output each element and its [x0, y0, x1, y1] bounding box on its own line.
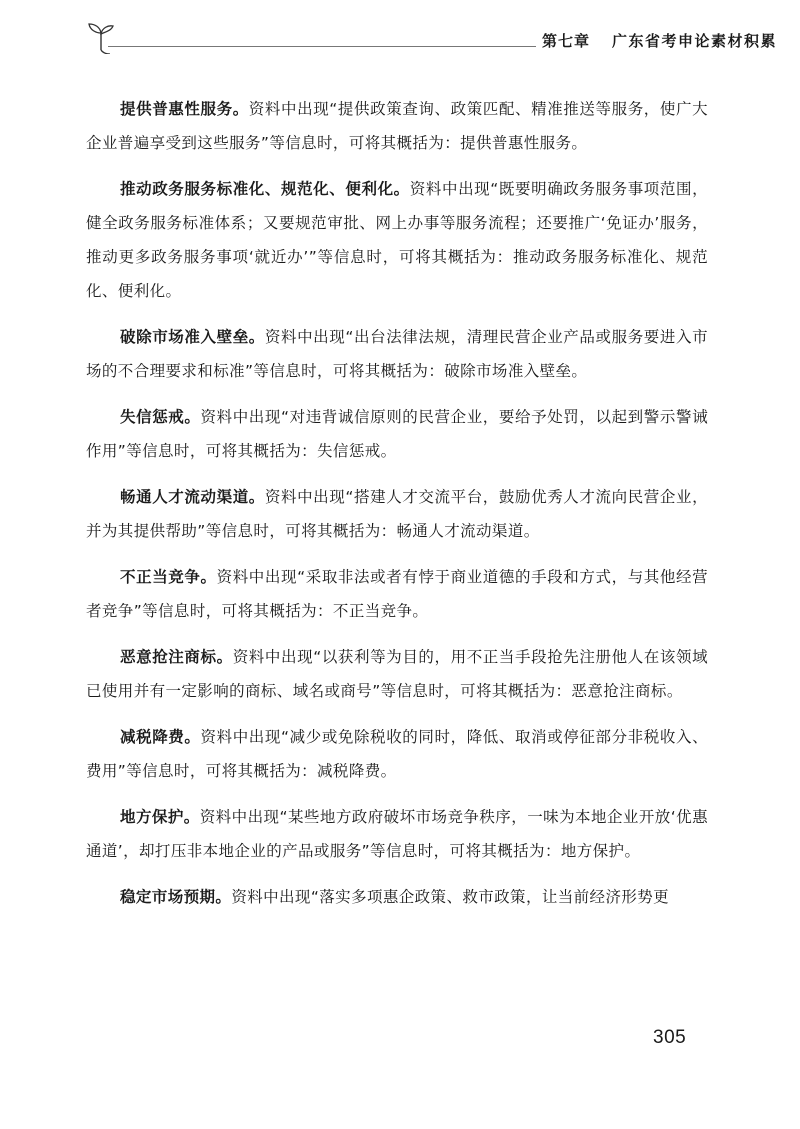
- term-heading: 畅通人才流动渠道。: [120, 488, 265, 506]
- paragraph: [86, 172, 708, 308]
- term-heading: 破除市场准入壁垒。: [120, 328, 265, 346]
- term-heading: 推动政务服务标准化、规范化、便利化。: [120, 180, 410, 198]
- chapter-title: 广东省考申论素材积累: [612, 32, 778, 50]
- paragraph: [86, 800, 708, 868]
- term-heading: 减税降费。: [120, 728, 201, 746]
- chapter-label: 第七章: [542, 32, 591, 50]
- paragraph-body: 资料中出现“采取非法或者有悖于商业道德的手段和方式，与其他经营者竞争”等信息时，可将其概括为：不正当竞争。: [86, 568, 708, 620]
- paragraph-body: 资料中出现“搭建人才交流平台，鼓励优秀人才流向民营企业，并为其提供帮助”等信息时，可将其概括为：畅通人才流动渠道。: [86, 488, 708, 540]
- paragraph: [86, 640, 708, 708]
- paragraph-body: 资料中出现“以获利等为目的，用不正当手段抢先注册他人在该领域已使用并有一定影响的商标、域名或商号”等信息时，可将其概括为：恶意抢注商标。: [86, 648, 708, 700]
- running-header: [86, 20, 778, 60]
- term-heading: 稳定市场预期。: [120, 888, 232, 906]
- paragraph-body: 资料中出现“提供政策查询、政策匹配、精准推送等服务，使广大企业普遍享受到这些服务”等信息时，可将其概括为：提供普惠性服务。: [86, 100, 708, 152]
- term-heading: 恶意抢注商标。: [120, 648, 233, 666]
- paragraph-body: 资料中出现“落实多项惠企政策、救市政策，让当前经济形势更: [231, 888, 670, 906]
- term-heading: 失信惩戒。: [120, 408, 201, 426]
- paragraph: [86, 92, 708, 160]
- paragraph-body: 资料中出现“对违背诚信原则的民营企业，要给予处罚，以起到警示警诫作用”等信息时，可将其概括为：失信惩戒。: [86, 408, 708, 460]
- term-heading: 地方保护。: [120, 808, 200, 826]
- term-heading: 不正当竞争。: [120, 568, 217, 586]
- paragraph-body: 资料中出现“减少或免除税收的同时，降低、取消或停征部分非税收入、费用”等信息时，可将其概括为：减税降费。: [86, 728, 708, 780]
- paragraph: [86, 480, 708, 548]
- paragraph: [86, 320, 708, 388]
- body-text: [86, 92, 708, 926]
- sprout-icon: [86, 20, 116, 54]
- header-rule: [108, 46, 536, 47]
- paragraph: [86, 720, 708, 788]
- paragraph-body: 资料中出现“某些地方政府破坏市场竞争秩序，一味为本地企业开放‘优惠通道’，却打压非本地企业的产品或服务”等信息时，可将其概括为：地方保护。: [86, 808, 708, 860]
- paragraph: [86, 560, 708, 628]
- paragraph-body: 资料中出现“出台法律法规，清理民营企业产品或服务要进入市场的不合理要求和标准”等信息时，可将其概括为：破除市场准入壁垒。: [86, 328, 708, 380]
- paragraph: [86, 880, 708, 914]
- paragraph-body: 资料中出现“既要明确政务服务事项范围，健全政务服务标准体系；又要规范审批、网上办事等服务流程；还要推广‘免证办’服务，推动更多政务服务事项‘就近办’”等信息时，可将其概括为：推动政务服务标准化、规范化、便利化。: [86, 180, 708, 300]
- term-heading: 提供普惠性服务。: [120, 100, 249, 118]
- paragraph: [86, 400, 708, 468]
- page-number: 305: [653, 1027, 687, 1048]
